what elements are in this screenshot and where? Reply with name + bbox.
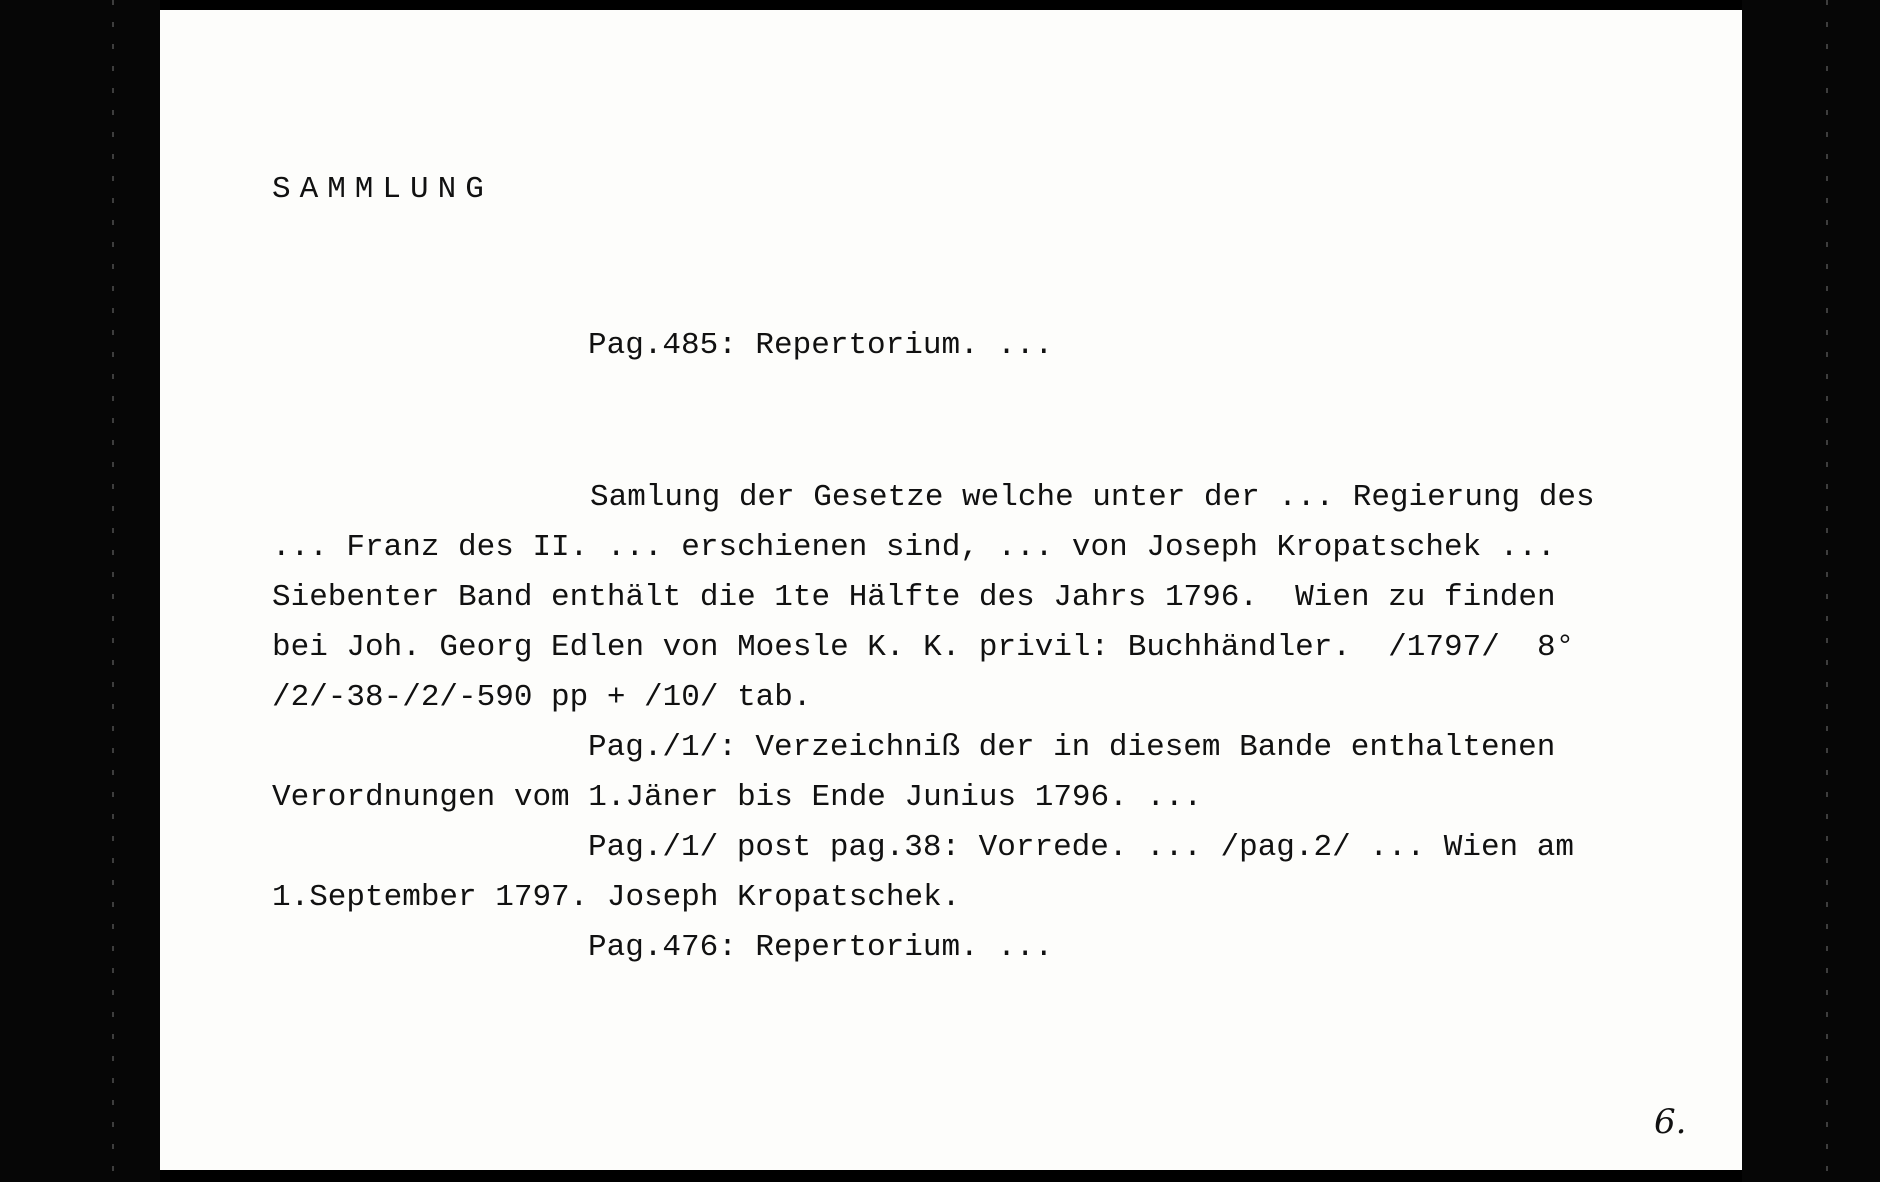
- card-heading: SAMMLUNG: [272, 172, 493, 207]
- entry-line: Pag./1/: Verzeichniß der in diesem Bande enthaltenen: [588, 730, 1556, 765]
- entry-line: /2/-38-/2/-590 pp + /10/ tab.: [272, 680, 812, 715]
- entry-line: Pag./1/ post pag.38: Vorrede. ... /pag.2/ ... Wien am: [588, 830, 1574, 865]
- folio-number: 6.: [1654, 1102, 1687, 1142]
- entry-line: ... Franz des II. ... erschienen sind, ... von Joseph Kropatschek ...: [272, 530, 1556, 565]
- entry-line: bei Joh. Georg Edlen von Moesle K. K. privil: Buchhändler. /1797/ 8°: [272, 630, 1575, 665]
- entry-line: Siebenter Band enthält die 1te Hälfte des Jahrs 1796. Wien zu finden: [272, 580, 1556, 615]
- first-entry: Pag.485: Repertorium. ...: [588, 328, 1054, 363]
- film-dot-line: [1826, 0, 1828, 1182]
- right-film-border: [1742, 0, 1880, 1182]
- entry-line: Verordnungen vom 1.Jäner bis Ende Junius 1796. ...: [272, 780, 1203, 815]
- entry-line: Samlung der Gesetze welche unter der ... Regierung des: [590, 480, 1595, 515]
- left-film-border: [0, 0, 160, 1182]
- entry-line: Pag.476: Repertorium. ...: [588, 930, 1054, 965]
- entry-line: 1.September 1797. Joseph Kropatschek.: [272, 880, 961, 915]
- catalog-card: [160, 10, 1742, 1170]
- film-dot-line: [112, 0, 114, 1182]
